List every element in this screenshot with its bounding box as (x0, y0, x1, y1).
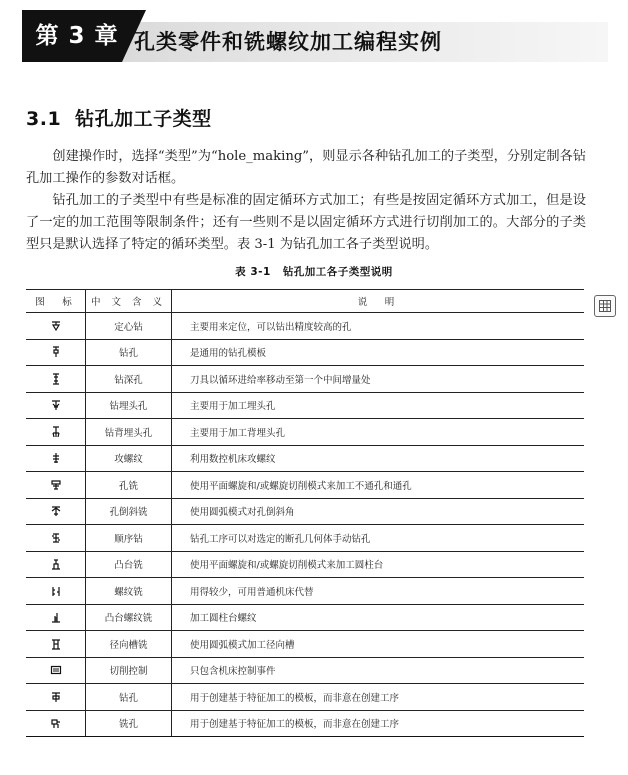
row-name: 钻孔 (86, 684, 172, 711)
row-desc: 使用平面螺旋和/或螺旋切削模式来加工圆柱台 (172, 551, 585, 578)
boss-mill-icon (49, 557, 63, 571)
table-row (26, 498, 584, 525)
section-title: 钻孔加工子类型 (75, 108, 212, 130)
table-row (26, 710, 584, 737)
row-desc: 只包含机床控制事件 (172, 657, 585, 684)
row-desc: 主要用于加工埋头孔 (172, 392, 585, 419)
row-desc: 用于创建基于特征加工的模板，而非意在创建工序 (172, 710, 585, 737)
row-desc: 刀具以循环进给率移动至第一个中间增量处 (172, 366, 585, 393)
table-extract-icon (598, 299, 612, 313)
thread-mill-icon (49, 584, 63, 598)
table-row (26, 392, 584, 419)
row-icon-cell (26, 498, 86, 525)
row-icon-cell (26, 313, 86, 340)
table-caption-number: 表 3-1 (235, 266, 271, 278)
table-row (26, 472, 584, 499)
paragraph: 创建操作时，选择“类型”为“hole_making”，则显示各种钻孔加工的子类型，分别定制各钻孔加工操作的参数对话框。 (26, 149, 586, 186)
table-row (26, 525, 584, 552)
row-name: 孔铣 (86, 472, 172, 499)
row-icon-cell (26, 578, 86, 605)
table-row (26, 657, 584, 684)
row-desc: 使用平面螺旋和/或螺旋切削模式来加工不通孔和通孔 (172, 472, 585, 499)
row-name: 钻孔 (86, 339, 172, 366)
section-number: 3.1 (26, 108, 62, 130)
row-icon-cell (26, 366, 86, 393)
row-icon-cell (26, 604, 86, 631)
chapter-title: 孔类零件和铣螺纹加工编程实例 (134, 30, 442, 54)
deep-drill-icon (49, 372, 63, 386)
row-desc: 钻孔工序可以对选定的断孔几何体手动钻孔 (172, 525, 585, 552)
table-row (26, 339, 584, 366)
row-name: 钻埋头孔 (86, 392, 172, 419)
row-name: 凸台铣 (86, 551, 172, 578)
row-desc: 使用圆弧模式对孔倒斜角 (172, 498, 585, 525)
row-desc: 使用圆弧模式加工径向槽 (172, 631, 585, 658)
table-row (26, 604, 584, 631)
hole-mill-icon (49, 478, 63, 492)
row-desc: 主要用于加工背埋头孔 (172, 419, 585, 446)
row-icon-cell (26, 525, 86, 552)
row-name: 切削控制 (86, 657, 172, 684)
feature-drill-icon (49, 690, 63, 704)
row-name: 径向槽铣 (86, 631, 172, 658)
hole-chamfer-mill-icon (49, 504, 63, 518)
table-header-row (26, 290, 584, 313)
row-icon-cell (26, 551, 86, 578)
row-icon-cell (26, 710, 86, 737)
row-icon-cell (26, 684, 86, 711)
row-desc: 加工圆柱台螺纹 (172, 604, 585, 631)
paragraph: 钻孔加工的子类型中有些是标准的固定循环方式加工；有些是按固定循环方式加工，但是设了一定的加工范围等限制条件；还有一些则不是以固定循环方式进行切削加工的。大部分的子类型只是默认选择了特定的循环类型。表 3-1 为钻孔加工各子类型说明。 (26, 193, 586, 252)
spot-drill-icon (49, 319, 63, 333)
table-extract-button[interactable] (594, 295, 616, 317)
section-heading (26, 104, 212, 131)
row-icon-cell (26, 657, 86, 684)
table-row (26, 551, 584, 578)
boss-thread-mill-icon (49, 610, 63, 624)
row-desc: 是通用的钻孔模板 (172, 339, 585, 366)
row-icon-cell (26, 472, 86, 499)
row-name: 定心钻 (86, 313, 172, 340)
row-desc: 用于创建基于特征加工的模板，而非意在创建工序 (172, 684, 585, 711)
row-name: 螺纹铣 (86, 578, 172, 605)
feature-mill-icon (49, 716, 63, 730)
sequential-drill-icon (49, 531, 63, 545)
subtype-table (26, 289, 584, 737)
row-name: 钻深孔 (86, 366, 172, 393)
row-icon-cell (26, 419, 86, 446)
row-desc: 主要用来定位，可以钻出精度较高的孔 (172, 313, 585, 340)
table-row (26, 631, 584, 658)
drill-icon (49, 345, 63, 359)
row-icon-cell (26, 392, 86, 419)
table-caption-title: 钻孔加工各子类型说明 (282, 266, 393, 278)
tap-icon (49, 451, 63, 465)
header-name: 中 文 含 义 (86, 290, 172, 313)
row-name: 钻背埋头孔 (86, 419, 172, 446)
machine-control-icon (49, 663, 63, 677)
table-caption (0, 264, 628, 279)
radial-groove-mill-icon (49, 637, 63, 651)
table-row (26, 366, 584, 393)
table-row (26, 684, 584, 711)
row-desc: 利用数控机床攻螺纹 (172, 445, 585, 472)
row-desc: 用得较少，可用普通机床代替 (172, 578, 585, 605)
row-name: 顺序钻 (86, 525, 172, 552)
row-name: 孔倒斜铣 (86, 498, 172, 525)
counterbore-icon (49, 398, 63, 412)
table-row (26, 419, 584, 446)
header-icon: 图 标 (26, 290, 86, 313)
table-row (26, 578, 584, 605)
header-desc: 说 明 (172, 290, 585, 313)
chapter-number: 第 3 章 (35, 23, 119, 49)
table-row (26, 313, 584, 340)
back-counterbore-icon (49, 425, 63, 439)
row-name: 攻螺纹 (86, 445, 172, 472)
row-name: 铣孔 (86, 710, 172, 737)
row-icon-cell (26, 339, 86, 366)
row-icon-cell (26, 445, 86, 472)
table-row (26, 445, 584, 472)
chapter-tag (22, 10, 122, 62)
row-icon-cell (26, 631, 86, 658)
row-name: 凸台螺纹铣 (86, 604, 172, 631)
